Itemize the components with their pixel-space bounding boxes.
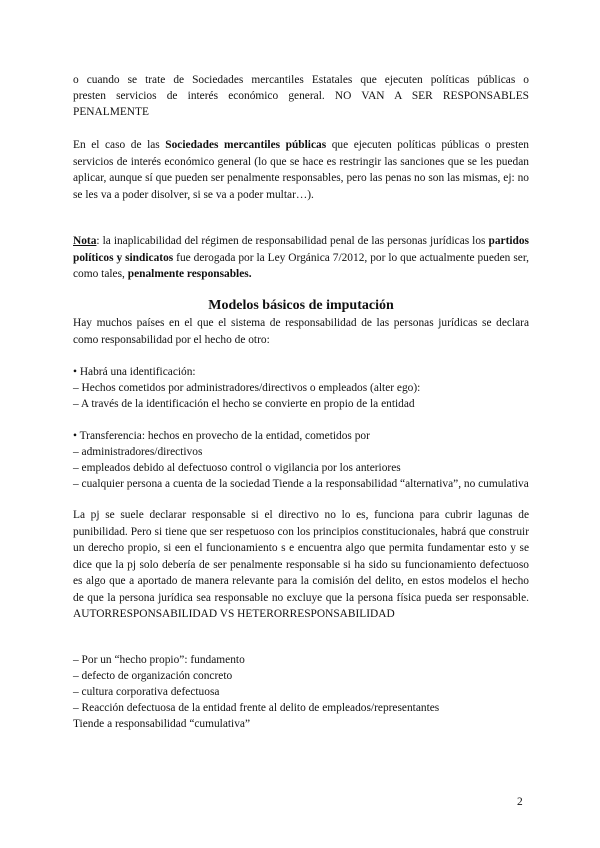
paragraph-sociedades-publicas <box>73 137 529 203</box>
text-run: En el caso de las <box>73 139 166 151</box>
text-run: que ejecuten políticas públicas o presten servicios de interés económico general (lo que se hace es restringir las sanciones que se les puedan aplicar, aunque sí que pueden ser penalmente responsables, pero las penas no son las mismas, ej: no se les va a poder disolver, si se va a poder multar…). <box>73 139 529 201</box>
paragraph-pj: La pj se suele declarar responsable si el directivo no lo es, funciona para cubrir lagunas de punibilidad. Pero si tiene que ser respetuoso con los principios constitucionales, habrá que construir un derecho propio, si een el funcionamiento s e encuentra algo que permita fundamentar esto y se dice que la pj solo debería de ser penalmente responsable si ha sido su funcionamiento defectuoso es algo que a aportado de manera relevante para la comisión del delito, en estos modelos el hecho de que la persona jurídica sea responsable no excluye que la persona física pueda ser responsable. AUTORRESPONSABILIDAD VS HETERORRESPONSABILIDAD <box>73 509 529 620</box>
intro-paragraph: Hay muchos países en el que el sistema de responsabilidad de las personas jurídicas se declara como responsabilidad por el hecho de otro: <box>73 317 529 346</box>
text-run: : la inaplicabilidad del régimen de responsabilidad penal de las personas jurídicas los <box>96 235 489 247</box>
list-item: – cultura corporativa defectuosa <box>73 686 220 698</box>
list-item: – Por un “hecho propio”: fundamento <box>73 654 245 666</box>
note-label: Nota <box>73 235 97 247</box>
section-heading: Modelos básicos de imputación <box>208 298 394 313</box>
paragraph-line: PENALMENTE <box>73 106 149 118</box>
paragraph-line: o cuando se trate de Sociedades mercantiles Estatales que ejecuten políticas públicas o <box>73 74 529 86</box>
list-item: – defecto de organización concreto <box>73 670 233 682</box>
list-item: – Hechos cometidos por administradores/directivos o empleados (alter ego): <box>73 382 421 394</box>
bold-text: Sociedades mercantiles públicas <box>165 139 327 151</box>
note-paragraph <box>73 233 529 283</box>
list-item: • Habrá una identificación: <box>73 366 196 378</box>
list-item: – cualquier persona a cuenta de la sociedad Tiende a la responsabilidad “alternativa”, no cumulativa <box>73 478 529 490</box>
page-number: 2 <box>517 796 523 808</box>
list-item: • Transferencia: hechos en provecho de la entidad, cometidos por <box>73 430 370 442</box>
list-item: – Reacción defectuosa de la entidad frente al delito de empleados/representantes <box>73 702 440 714</box>
list-item: – administradores/directivos <box>73 446 203 458</box>
list-item: – empleados debido al defectuoso control o vigilancia por los anteriores <box>73 462 401 474</box>
text-run: fue derogada por la Ley Orgánica 7/2012, por lo que actualmente pueden ser, como tales, <box>73 251 529 280</box>
paragraph-line: presten servicios de interés económico general. NO VAN A SER RESPONSABLES <box>73 90 529 102</box>
bold-text: penalmente responsables. <box>127 268 252 280</box>
list-item: – A través de la identificación el hecho se convierte en propio de la entidad <box>73 398 415 410</box>
list-item: Tiende a responsabilidad “cumulativa” <box>73 718 251 730</box>
bold-text: partidos políticos y sindicatos <box>73 235 529 264</box>
